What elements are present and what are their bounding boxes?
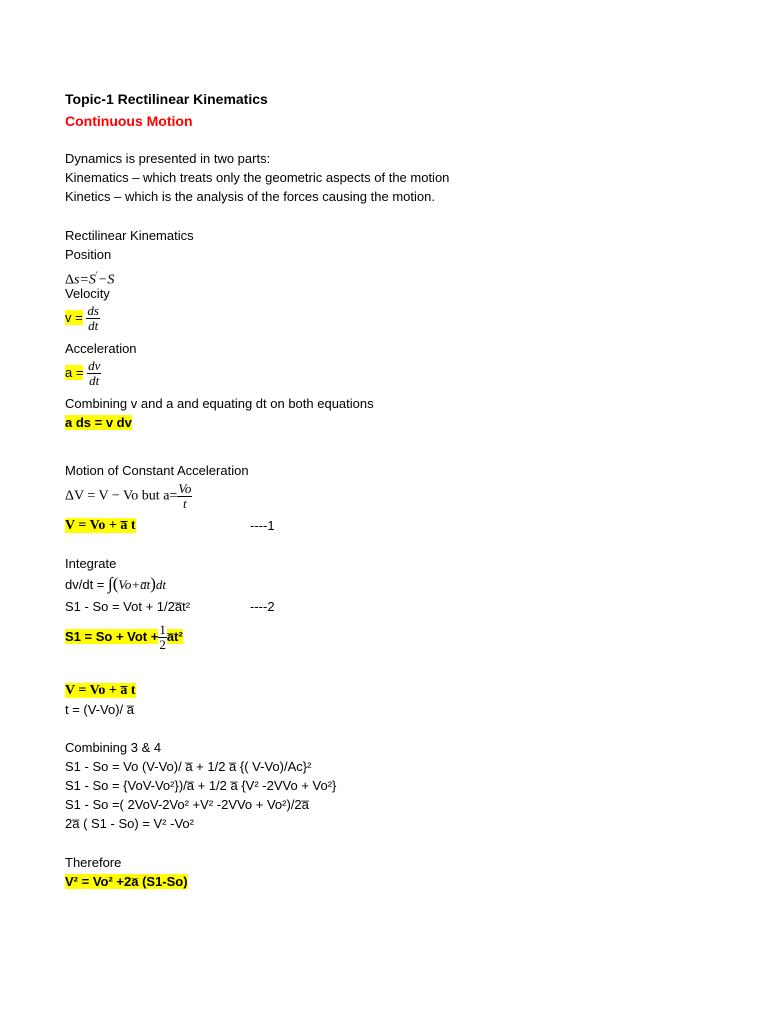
open-paren: ( bbox=[112, 574, 119, 593]
position-rest: −S bbox=[97, 272, 115, 288]
equation-2-marker: ----2 bbox=[250, 599, 275, 614]
intro-line-1: Dynamics is presented in two parts: bbox=[65, 151, 271, 166]
rectilinear-heading: Rectilinear Kinematics bbox=[65, 228, 194, 243]
integrate-lhs: dv/dt = bbox=[65, 577, 105, 592]
velocity-label: Velocity bbox=[65, 286, 110, 301]
equation-1 bbox=[65, 518, 136, 534]
combining-3-4: Combining 3 & 4 bbox=[65, 740, 162, 755]
equation-1-highlight: V = Vo + a̅ t bbox=[65, 518, 136, 533]
constant-acceleration-equation bbox=[65, 482, 192, 511]
step-3: S1 - So =( 2VoV-2Vo² +V² -2VVo + Vo²)/2a̅ bbox=[65, 797, 309, 812]
integrate-label: Integrate bbox=[65, 556, 117, 571]
constant-lhs: ΔV = V − Vo but a= bbox=[65, 488, 178, 504]
velocity-fraction bbox=[86, 304, 100, 333]
equation-1-marker: ----1 bbox=[250, 518, 275, 533]
fraction-numerator: 1 bbox=[159, 622, 166, 637]
close-paren: ) bbox=[150, 574, 156, 593]
time-equation: t = (V-Vo)/ a̅ bbox=[65, 702, 135, 717]
equation-4 bbox=[65, 683, 136, 699]
fraction-denominator: t bbox=[177, 496, 192, 511]
integrand: Vo+a̅t bbox=[118, 577, 151, 592]
section-subtitle: Continuous Motion bbox=[65, 113, 193, 129]
equation-3-lhs: S1 = So + Vot + bbox=[65, 628, 159, 644]
constant-acceleration-heading: Motion of Constant Acceleration bbox=[65, 463, 249, 478]
fraction-numerator: ds bbox=[87, 303, 99, 318]
position-label: Position bbox=[65, 247, 112, 262]
acceleration-label: Acceleration bbox=[65, 341, 137, 356]
intro-line-2: Kinematics – which treats only the geometric aspects of the motion bbox=[65, 170, 450, 185]
final-equation bbox=[65, 874, 188, 890]
combined-highlight: a ds = v dv bbox=[65, 415, 132, 430]
step-4: 2a̅ ( S1 - So) = V² -Vo² bbox=[65, 816, 194, 831]
fraction-denominator: dt bbox=[88, 318, 99, 333]
acceleration-equation bbox=[65, 359, 101, 388]
therefore-label: Therefore bbox=[65, 855, 122, 870]
combined-equation bbox=[65, 415, 132, 431]
constant-fraction bbox=[177, 482, 192, 511]
integrate-dt: dt bbox=[155, 577, 167, 592]
step-1: S1 - So = Vo (V-Vo)/ a̅ + 1/2 a̅ {( V-Vo)/Ac}² bbox=[65, 759, 312, 774]
acceleration-lhs: a = bbox=[65, 364, 84, 380]
final-equation-highlight: V² = Vo² +2a̅ (S1-So) bbox=[65, 874, 188, 889]
intro-line-3: Kinetics – which is the analysis of the forces causing the motion. bbox=[65, 189, 435, 204]
fraction-numerator: Vo bbox=[178, 481, 192, 496]
equation-2: S1 - So = Vot + 1/2a̅t² bbox=[65, 599, 191, 614]
position-lhs: s=S bbox=[74, 272, 96, 288]
page-title: Topic-1 Rectilinear Kinematics bbox=[65, 91, 268, 107]
integrate-equation bbox=[65, 576, 166, 593]
combining-text: Combining v and a and equating dt on both equations bbox=[65, 396, 374, 411]
velocity-lhs: v = bbox=[65, 309, 83, 325]
integral-sign: ∫ bbox=[108, 574, 113, 593]
delta-symbol: Δ bbox=[65, 272, 75, 288]
equation-3 bbox=[65, 623, 183, 652]
equation-4-highlight: V = Vo + a̅ t bbox=[65, 683, 136, 698]
half-fraction bbox=[158, 623, 167, 652]
fraction-denominator: dt bbox=[87, 373, 101, 388]
step-2: S1 - So = {VoV-Vo²})/a̅ + 1/2 a̅ {V² -2VVo + Vo²} bbox=[65, 778, 337, 793]
prime-mark: ′ bbox=[95, 270, 98, 280]
velocity-equation bbox=[65, 304, 100, 333]
equation-3-tail: a̅t² bbox=[166, 628, 183, 644]
fraction-numerator: dv bbox=[88, 358, 101, 373]
fraction-denominator: 2 bbox=[159, 637, 166, 652]
acceleration-fraction bbox=[87, 359, 101, 388]
